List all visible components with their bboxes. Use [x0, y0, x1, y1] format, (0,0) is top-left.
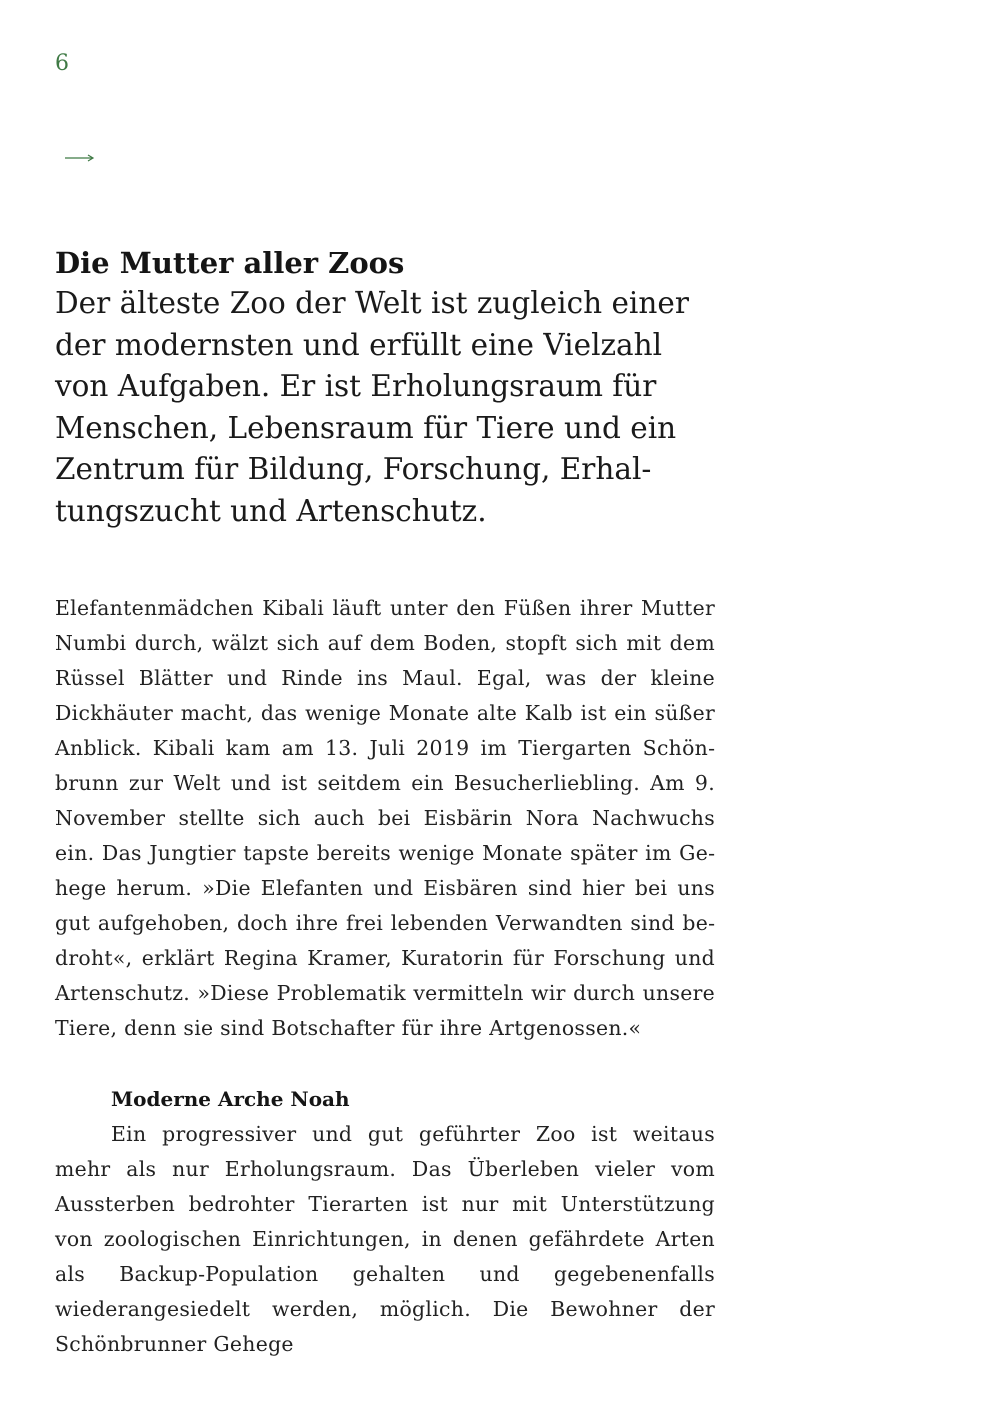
section-body-paragraph: Ein progressiver und gut geführter Zoo ist weitaus mehr als nur Erholungsraum. Das Überleben vieler vom Aussterben bedrohter Tierarten ist nur mit Unterstützung von zoologischen Einrichtungen, in denen gefährdete Arten als Backup-Population gehalten und gegebenenfalls wiederangesiedelt werden, möglich. Die Bewohner der Schönbrunner Gehege	[55, 1121, 715, 1356]
article-body-paragraph: Elefantenmädchen Kibali läuft unter den Füßen ihrer Mutter Numbi durch, wälzt sich auf dem Boden, stopft sich mit dem Rüssel Blätter und Rinde ins Maul. Egal, was der kleine Dickhäuter macht, das wenige Monate alte Kalb ist ein süßer Anblick. Kibali kam am 13. Juli 2019 im Tiergarten Schönbrunn zur Welt und ist seitdem ein Besucherliebling. Am 9. November stellte sich auch bei Eisbärin Nora Nachwuchs ein. Das Jungtier tapste bereits wenige Monate später im Gehege herum. »Die Elefanten und Eisbären sind hier bei uns gut aufgehoben, doch ihre frei lebenden Verwandten sind bedroht«, erklärt Regina Kramer, Kuratorin für Forschung und Artenschutz. »Diese Problematik vermitteln wir durch unsere Tiere, denn sie sind Botschafter für ihre Artgenossen.«	[55, 595, 715, 1040]
page-number: 6	[55, 51, 69, 76]
section-heading: Moderne Arche Noah	[111, 1086, 350, 1111]
article-headline: Die Mutter aller Zoos	[55, 246, 405, 280]
article-lead: Der älteste Zoo der Welt ist zugleich einer der modernsten und erfüllt eine Vielzahl von Aufgaben. Er ist Erholungsraum für Menschen, Lebensraum für Tiere und ein Zentrum für Bildung, Forschung, Erhaltungszucht und Artenschutz.	[55, 286, 689, 528]
arrow-right-icon	[64, 150, 96, 166]
article	[55, 243, 715, 1362]
